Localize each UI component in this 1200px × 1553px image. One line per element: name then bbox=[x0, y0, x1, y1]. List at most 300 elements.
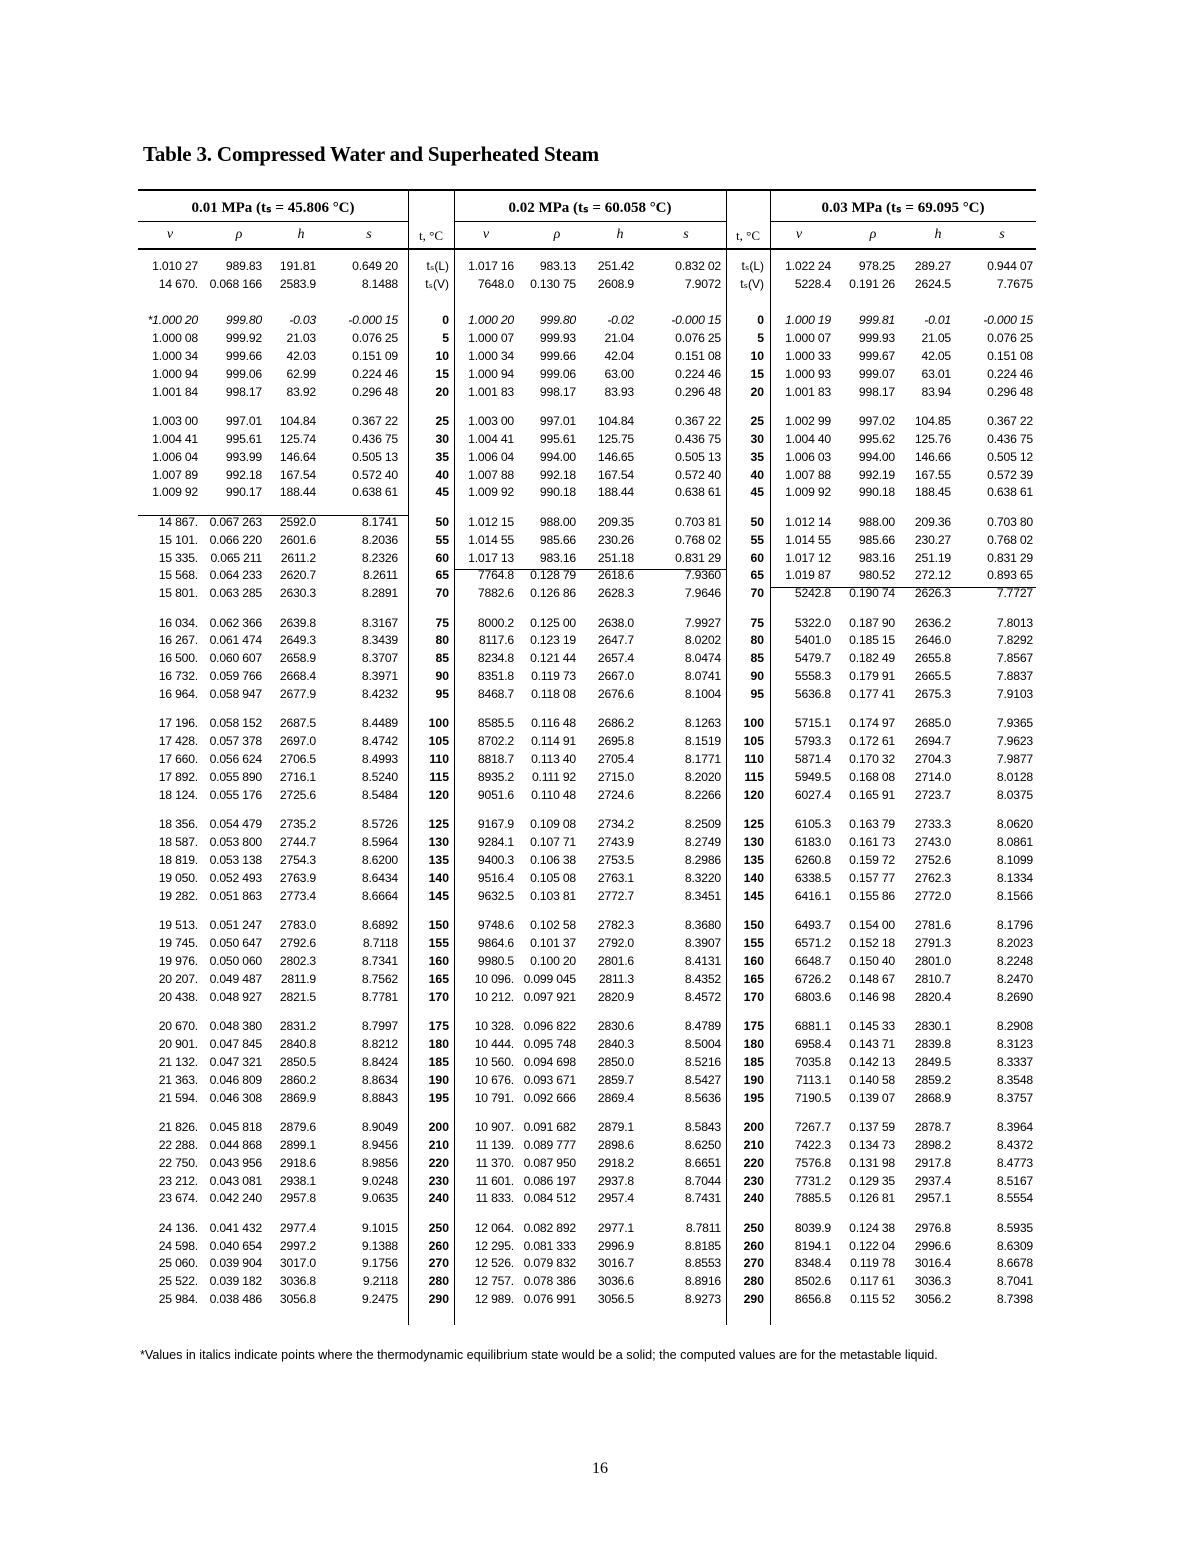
table-cell: 9980.5 bbox=[477, 953, 514, 968]
temperature-cell: 220 bbox=[428, 1155, 449, 1170]
table-cell: 9516.4 bbox=[477, 870, 514, 885]
table-cell: 7422.3 bbox=[794, 1137, 831, 1152]
table-cell: 0.055 176 bbox=[209, 788, 262, 802]
table-cell: 6958.4 bbox=[794, 1036, 831, 1051]
table-cell: 1.009 92 bbox=[152, 485, 198, 500]
table-cell: -0.000 15 bbox=[348, 313, 398, 327]
table-cell: 0.185 15 bbox=[849, 633, 895, 648]
table-cell: 167.54 bbox=[597, 467, 634, 482]
table-cell: 0.157 77 bbox=[849, 870, 895, 885]
table-cell: 9748.6 bbox=[477, 918, 514, 933]
table-cell: 0.224 46 bbox=[675, 366, 721, 381]
table-cell: 8.5554 bbox=[996, 1191, 1033, 1206]
table-cell: 0.111 92 bbox=[531, 770, 576, 785]
table-cell: 2667.0 bbox=[597, 669, 634, 684]
table-cell: 6571.2 bbox=[794, 936, 831, 950]
table-cell: 0.113 40 bbox=[531, 752, 576, 767]
table-cell: 0.367 22 bbox=[352, 413, 398, 428]
table-cell: 2976.8 bbox=[914, 1220, 951, 1235]
table-cell: 0.046 308 bbox=[209, 1090, 262, 1105]
table-cell: 998.17 bbox=[539, 384, 576, 399]
table-cell: 0.058 947 bbox=[209, 687, 262, 702]
table-cell: 17 196. bbox=[158, 716, 198, 731]
table-cell: 8.8553 bbox=[684, 1256, 721, 1271]
table-cell: 2772.0 bbox=[914, 888, 951, 903]
temperature-cell: 220 bbox=[743, 1155, 764, 1170]
table-cell: 83.92 bbox=[286, 384, 316, 399]
temperature-cell: 105 bbox=[428, 734, 449, 749]
table-cell: 0.131 98 bbox=[849, 1155, 895, 1170]
table-cell: 1.000 33 bbox=[785, 348, 831, 363]
table-cell: 3036.6 bbox=[597, 1274, 634, 1289]
table-cell: 0.159 72 bbox=[849, 853, 895, 868]
table-cell: 9632.5 bbox=[477, 888, 514, 903]
table-cell: 994.00 bbox=[539, 449, 576, 464]
table-cell: 2647.7 bbox=[597, 633, 634, 648]
table-cell: 23 674. bbox=[158, 1191, 198, 1206]
table-cell: 1.000 93 bbox=[785, 366, 831, 381]
table-cell: 0.296 48 bbox=[352, 384, 398, 399]
table-cell: 22 288. bbox=[158, 1137, 198, 1152]
temperature-cell: 280 bbox=[743, 1274, 764, 1289]
sat-cell: 0.191 26 bbox=[849, 277, 895, 291]
table-cell: 8.0474 bbox=[684, 651, 721, 666]
table-cell: 8.7341 bbox=[361, 953, 398, 968]
table-cell: 8.7781 bbox=[361, 989, 398, 1004]
sat-cell: 989.83 bbox=[225, 259, 262, 273]
table-cell: 0.053 800 bbox=[209, 835, 262, 850]
table-cell: 0.065 211 bbox=[210, 550, 262, 565]
temperature-cell: 95 bbox=[435, 687, 449, 702]
table-cell: 8.1796 bbox=[996, 918, 1033, 933]
table-cell: 0.050 060 bbox=[209, 953, 262, 968]
table-cell: 995.61 bbox=[539, 431, 576, 446]
table-cell: 2734.2 bbox=[597, 817, 634, 832]
table-cell: 0.054 479 bbox=[209, 817, 262, 832]
table-cell: 2801.6 bbox=[597, 953, 634, 968]
col-header-s-3: s bbox=[999, 227, 1005, 242]
table-cell: 2879.1 bbox=[597, 1119, 634, 1134]
table-cell: 8.4572 bbox=[684, 989, 721, 1004]
table-cell: 0.066 220 bbox=[209, 532, 262, 547]
table-cell: 8.3548 bbox=[996, 1072, 1033, 1087]
block-header-0.03-mpa: 0.03 MPa (tₛ = 69.095 °C) bbox=[821, 200, 985, 216]
sat-cell: 5228.4 bbox=[794, 277, 831, 291]
table-cell: 8585.5 bbox=[477, 716, 514, 731]
table-cell: 2677.9 bbox=[279, 687, 316, 702]
table-cell: 1.012 14 bbox=[785, 514, 831, 529]
table-cell: 2820.4 bbox=[914, 989, 951, 1004]
table-cell: 0.124 38 bbox=[849, 1220, 895, 1235]
table-cell: 9.1015 bbox=[361, 1220, 398, 1235]
table-cell: -0.01 bbox=[924, 313, 951, 327]
temperature-cell: 110 bbox=[429, 752, 449, 767]
table-cell: -0.000 15 bbox=[671, 313, 721, 327]
table-cell: 0.109 08 bbox=[530, 817, 576, 832]
table-cell: 0.638 61 bbox=[352, 485, 398, 500]
col-header-v-2: v bbox=[482, 227, 490, 242]
table-cell: 83.93 bbox=[604, 384, 634, 399]
table-cell: 2957.4 bbox=[597, 1191, 634, 1206]
col-header-s-1: s bbox=[366, 227, 372, 242]
table-cell: 0.047 321 bbox=[209, 1054, 262, 1069]
table-cell: 0.100 20 bbox=[530, 953, 576, 968]
temperature-cell: 15 bbox=[435, 366, 449, 381]
table-cell: 0.638 61 bbox=[987, 485, 1033, 500]
table-cell: 2996.9 bbox=[597, 1238, 634, 1253]
table-cell: 0.115 52 bbox=[850, 1292, 895, 1307]
table-cell: 994.00 bbox=[858, 449, 895, 464]
table-cell: 1.004 41 bbox=[152, 431, 198, 446]
table-cell: 21 826. bbox=[158, 1119, 198, 1134]
table-cell: 1.014 55 bbox=[468, 532, 514, 547]
table-cell: 0.831 29 bbox=[675, 550, 721, 565]
table-cell: -0.03 bbox=[289, 313, 316, 327]
table-cell: 2781.6 bbox=[914, 918, 951, 933]
table-cell: 7731.2 bbox=[794, 1173, 831, 1188]
sat-cell: 1.022 24 bbox=[785, 259, 831, 273]
sat-cell: 191.81 bbox=[279, 259, 316, 273]
table-cell: 3017.0 bbox=[279, 1256, 316, 1271]
table-cell: 188.44 bbox=[597, 485, 634, 500]
table-cell: 6726.2 bbox=[794, 971, 831, 986]
table-cell: 12 757. bbox=[474, 1274, 514, 1289]
table-cell: 2840.8 bbox=[279, 1036, 316, 1051]
table-cell: 2714.0 bbox=[914, 770, 951, 785]
table-cell: 2839.8 bbox=[914, 1036, 951, 1051]
table-cell: 8.9856 bbox=[361, 1155, 398, 1170]
temperature-cell: 80 bbox=[750, 633, 764, 648]
table-cell: 8117.6 bbox=[478, 633, 514, 648]
temperature-cell: 125 bbox=[428, 817, 449, 832]
temperature-cell: 105 bbox=[743, 734, 764, 749]
table-cell: 995.62 bbox=[858, 431, 895, 446]
table-cell: 8.2036 bbox=[361, 532, 398, 547]
table-cell: 2611.2 bbox=[280, 550, 316, 565]
table-cell: 230.26 bbox=[597, 532, 634, 547]
table-cell: 1.001 84 bbox=[152, 384, 198, 399]
table-cell: 8.5427 bbox=[684, 1072, 721, 1087]
table-cell: 167.55 bbox=[914, 467, 951, 482]
table-cell: 8.6250 bbox=[684, 1137, 721, 1152]
table-cell: 0.110 48 bbox=[531, 788, 576, 802]
table-cell: 9.1388 bbox=[361, 1238, 398, 1253]
table-cell: 999.93 bbox=[539, 330, 576, 345]
temperature-cell: 65 bbox=[750, 568, 764, 583]
table-cell: 1.006 04 bbox=[152, 449, 198, 464]
table-cell: 3056.8 bbox=[279, 1292, 316, 1307]
table-cell: 0.058 152 bbox=[209, 716, 262, 731]
table-cell: 0.076 991 bbox=[523, 1292, 576, 1307]
table-cell: 0.095 748 bbox=[523, 1036, 576, 1051]
sat-cell: 0.068 166 bbox=[209, 277, 262, 291]
temperature-cell: 130 bbox=[428, 835, 449, 850]
table-cell: 8.5167 bbox=[996, 1173, 1033, 1188]
table-cell: 0.123 19 bbox=[530, 633, 576, 648]
table-cell: 3056.5 bbox=[597, 1292, 634, 1307]
table-cell: 2831.2 bbox=[279, 1018, 316, 1033]
temperature-cell: 100 bbox=[428, 716, 449, 731]
table-cell: 24 598. bbox=[158, 1238, 198, 1253]
sat-cell: 251.42 bbox=[597, 259, 634, 273]
table-cell: 272.12 bbox=[914, 568, 951, 583]
table-cell: 0.151 09 bbox=[352, 348, 398, 363]
table-cell: 1.004 41 bbox=[468, 431, 514, 446]
table-cell: 8.1771 bbox=[684, 752, 721, 767]
table-cell: 0.190 74 bbox=[849, 586, 895, 601]
table-cell: 1.003 00 bbox=[152, 413, 198, 428]
temperature-cell: 270 bbox=[428, 1256, 449, 1271]
table-cell: 2687.5 bbox=[279, 716, 316, 731]
sat-temp-label: tₛ(L) bbox=[426, 259, 449, 273]
table-cell: 6648.7 bbox=[794, 953, 831, 968]
table-cell: 2733.3 bbox=[914, 817, 951, 832]
temperature-cell: 210 bbox=[428, 1137, 449, 1152]
table-cell: 6881.1 bbox=[794, 1018, 831, 1033]
steam-table bbox=[138, 189, 1036, 1325]
table-cell: 22 750. bbox=[158, 1155, 198, 1170]
table-cell: 16 732. bbox=[158, 669, 198, 684]
temperature-cell: 170 bbox=[743, 989, 764, 1004]
sat-cell: 0.944 07 bbox=[987, 259, 1033, 273]
table-cell: 2918.6 bbox=[279, 1155, 316, 1170]
temperature-cell: 115 bbox=[744, 770, 764, 785]
table-cell: 0.045 818 bbox=[209, 1119, 262, 1134]
table-cell: 0.151 08 bbox=[675, 348, 721, 363]
footnote: *Values in italics indicate points where the thermodynamic equilibrium state would be a solid; the computed values are for the metastable liquid. bbox=[140, 1348, 938, 1362]
table-cell: 0.224 46 bbox=[352, 366, 398, 381]
table-cell: 9.2475 bbox=[361, 1292, 398, 1307]
temperature-cell: 90 bbox=[750, 669, 764, 684]
table-cell: 997.02 bbox=[858, 413, 895, 428]
table-cell: 2724.6 bbox=[597, 788, 634, 802]
table-cell: 2649.3 bbox=[279, 633, 316, 648]
temperature-cell: 185 bbox=[428, 1054, 449, 1069]
col-header-v-1: v bbox=[166, 227, 174, 242]
table-cell: 998.17 bbox=[225, 384, 262, 399]
table-cell: 21.05 bbox=[921, 330, 951, 345]
temperature-cell: 0 bbox=[442, 313, 449, 327]
table-cell: 2868.9 bbox=[914, 1090, 951, 1105]
temperature-cell: 165 bbox=[743, 971, 764, 986]
table-cell: 0.091 682 bbox=[523, 1119, 576, 1134]
temperature-cell: 85 bbox=[435, 651, 449, 666]
table-cell: 8.2611 bbox=[362, 568, 398, 583]
table-cell: 999.92 bbox=[225, 330, 262, 345]
table-cell: 146.66 bbox=[914, 449, 951, 464]
table-cell: 2850.0 bbox=[597, 1054, 634, 1069]
sat-cell: 7.9072 bbox=[684, 277, 721, 291]
table-cell: 6105.3 bbox=[794, 817, 831, 832]
col-header-temp-1: t, °C bbox=[419, 228, 443, 243]
table-cell: 8.7044 bbox=[684, 1173, 721, 1188]
table-cell: 2830.6 bbox=[597, 1018, 634, 1033]
table-cell: 16 034. bbox=[158, 615, 198, 630]
temperature-cell: 250 bbox=[428, 1220, 449, 1235]
table-cell: 23 212. bbox=[158, 1173, 198, 1188]
table-cell: 15 801. bbox=[158, 586, 198, 601]
table-cell: 7.7727 bbox=[996, 586, 1033, 601]
table-cell: 2676.6 bbox=[597, 687, 634, 702]
table-cell: 0.142 13 bbox=[849, 1054, 895, 1069]
table-cell: 0.129 35 bbox=[849, 1173, 895, 1188]
table-cell: 2898.2 bbox=[914, 1137, 951, 1152]
table-cell: 0.152 18 bbox=[849, 936, 895, 950]
temperature-cell: 75 bbox=[435, 615, 449, 630]
table-cell: 17 660. bbox=[158, 752, 198, 767]
temperature-cell: 150 bbox=[743, 918, 764, 933]
table-cell: 8.4773 bbox=[996, 1155, 1033, 1170]
table-cell: 7.9927 bbox=[684, 615, 721, 630]
table-cell: 230.27 bbox=[914, 532, 951, 547]
table-cell: 0.134 73 bbox=[849, 1137, 895, 1152]
sat-cell: 2624.5 bbox=[914, 277, 951, 291]
table-cell: 0.099 045 bbox=[523, 971, 576, 986]
temperature-cell: 270 bbox=[743, 1256, 764, 1271]
temperature-cell: 190 bbox=[428, 1072, 449, 1087]
table-cell: 0.057 378 bbox=[209, 734, 262, 749]
table-cell: 7113.1 bbox=[795, 1072, 831, 1087]
table-cell: 0.059 766 bbox=[209, 669, 262, 684]
table-cell: 2878.7 bbox=[914, 1119, 951, 1134]
table-cell: 2782.3 bbox=[597, 918, 634, 933]
table-cell: 992.19 bbox=[858, 467, 895, 482]
temperature-cell: 210 bbox=[743, 1137, 764, 1152]
table-cell: 8.3707 bbox=[361, 651, 398, 666]
table-cell: 1.000 19 bbox=[785, 313, 831, 327]
temperature-cell: 240 bbox=[428, 1191, 449, 1206]
temperature-cell: 70 bbox=[435, 586, 449, 601]
table-cell: 2675.3 bbox=[914, 687, 951, 702]
table-cell: 1.000 20 bbox=[468, 313, 514, 327]
table-cell: 0.067 263 bbox=[209, 514, 262, 529]
table-cell: 9864.6 bbox=[477, 936, 514, 950]
sat-cell: 14 670. bbox=[158, 277, 198, 291]
table-cell: 25 522. bbox=[158, 1274, 198, 1289]
table-cell: 8.5484 bbox=[361, 788, 398, 802]
table-cell: 0.831 29 bbox=[987, 550, 1033, 565]
temperature-cell: 50 bbox=[435, 514, 449, 529]
table-cell: 8.3123 bbox=[996, 1036, 1033, 1051]
table-cell: 8.5636 bbox=[684, 1090, 721, 1105]
table-cell: 9400.3 bbox=[477, 853, 514, 868]
table-cell: 7.8292 bbox=[996, 633, 1033, 648]
table-cell: 0.170 32 bbox=[849, 752, 895, 767]
table-cell: 998.17 bbox=[858, 384, 895, 399]
table-cell: 2859.2 bbox=[914, 1072, 951, 1087]
table-cell: 0.172 61 bbox=[849, 734, 895, 749]
temperature-cell: 200 bbox=[743, 1119, 764, 1134]
table-cell: 7.9360 bbox=[684, 568, 721, 583]
table-cell: 0.505 13 bbox=[352, 449, 398, 464]
table-cell: 2821.5 bbox=[279, 989, 316, 1004]
temperature-cell: 110 bbox=[744, 752, 764, 767]
table-cell: 2859.7 bbox=[597, 1072, 634, 1087]
table-cell: 2763.1 bbox=[597, 870, 634, 885]
table-cell: 0.140 58 bbox=[849, 1072, 895, 1087]
table-cell: 0.040 654 bbox=[209, 1238, 262, 1253]
table-cell: 0.081 333 bbox=[523, 1238, 576, 1253]
table-cell: 6260.8 bbox=[794, 853, 831, 868]
table-cell: 8351.8 bbox=[477, 669, 514, 684]
block-header-0.02-mpa: 0.02 MPa (tₛ = 60.058 °C) bbox=[508, 200, 672, 216]
divider-3 bbox=[726, 189, 727, 1325]
table-cell: 993.99 bbox=[225, 449, 262, 464]
table-cell: 42.05 bbox=[921, 348, 951, 363]
sat-cell: 2583.9 bbox=[279, 277, 316, 291]
table-cell: 8.9273 bbox=[684, 1292, 721, 1307]
sat-cell: 289.27 bbox=[914, 259, 951, 273]
table-cell: 8.4789 bbox=[684, 1018, 721, 1033]
table-cell: 2668.4 bbox=[279, 669, 316, 684]
table-cell: 104.84 bbox=[597, 413, 634, 428]
temperature-cell: 230 bbox=[428, 1173, 449, 1188]
table-cell: 12 989. bbox=[474, 1292, 514, 1307]
temperature-cell: 135 bbox=[428, 853, 449, 868]
sat-cell: 983.13 bbox=[539, 259, 576, 273]
temperature-cell: 80 bbox=[435, 633, 449, 648]
temperature-cell: 50 bbox=[750, 514, 764, 529]
table-cell: 21.03 bbox=[286, 330, 316, 345]
table-cell: 8.8843 bbox=[361, 1090, 398, 1105]
table-cell: 8.2509 bbox=[684, 817, 721, 832]
table-cell: 2657.4 bbox=[597, 651, 634, 666]
table-cell: 10 328. bbox=[474, 1018, 514, 1033]
table-cell: 0.224 46 bbox=[987, 366, 1033, 381]
temperature-cell: 195 bbox=[743, 1090, 764, 1105]
table-cell: 8.4993 bbox=[361, 752, 398, 767]
table-cell: 0.050 647 bbox=[209, 936, 262, 950]
table-cell: 8.5726 bbox=[361, 817, 398, 832]
temperature-cell: 190 bbox=[743, 1072, 764, 1087]
table-cell: 0.056 624 bbox=[209, 752, 262, 767]
table-cell: 8.2248 bbox=[996, 953, 1033, 968]
table-cell: 0.039 904 bbox=[209, 1256, 262, 1271]
table-cell: 2791.3 bbox=[914, 936, 951, 950]
temperature-cell: 260 bbox=[428, 1238, 449, 1253]
temperature-cell: 90 bbox=[435, 669, 449, 684]
table-cell: 8.6678 bbox=[996, 1256, 1033, 1271]
sat-cell: 978.25 bbox=[858, 259, 895, 273]
table-cell: 10 096. bbox=[474, 971, 514, 986]
table-cell: 2705.4 bbox=[597, 752, 634, 767]
table-cell: 0.114 91 bbox=[531, 734, 576, 749]
temperature-cell: 165 bbox=[428, 971, 449, 986]
table-cell: 20 207. bbox=[158, 971, 198, 986]
table-cell: 8.5240 bbox=[361, 770, 398, 785]
table-cell: 8.9049 bbox=[361, 1119, 398, 1134]
table-cell: 19 976. bbox=[158, 953, 198, 968]
table-cell: 2811.3 bbox=[598, 971, 634, 986]
table-cell: 0.107 71 bbox=[530, 835, 576, 850]
table-cell: 0.038 486 bbox=[209, 1292, 262, 1307]
table-cell: 0.051 247 bbox=[209, 918, 262, 933]
table-cell: 0.043 081 bbox=[209, 1173, 262, 1188]
table-cell: 3036.8 bbox=[279, 1274, 316, 1289]
table-cell: 1.002 99 bbox=[785, 413, 831, 428]
temperature-cell: 20 bbox=[435, 384, 449, 399]
table-cell: 8.1566 bbox=[996, 888, 1033, 903]
table-cell: 8.7811 bbox=[685, 1220, 721, 1235]
temperature-cell: 125 bbox=[743, 817, 764, 832]
table-cell: 0.048 380 bbox=[209, 1018, 262, 1033]
temperature-cell: 175 bbox=[743, 1018, 764, 1033]
table-cell: 8.3167 bbox=[361, 615, 398, 630]
table-cell: 9051.6 bbox=[477, 788, 514, 802]
table-cell: 209.36 bbox=[914, 514, 951, 529]
table-cell: 0.137 59 bbox=[849, 1119, 895, 1134]
table-cell: 8.6200 bbox=[361, 853, 398, 868]
